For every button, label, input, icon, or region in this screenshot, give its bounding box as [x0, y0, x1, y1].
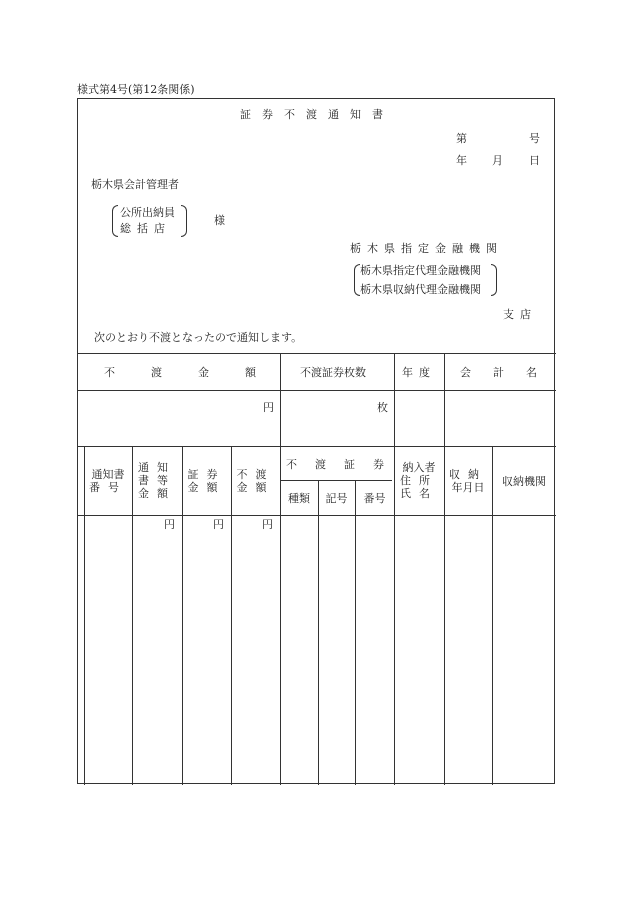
- detail-div-9: [492, 446, 493, 785]
- recipient-bracket-left: [112, 205, 118, 237]
- summary-div-3: [444, 353, 445, 446]
- detail-yen-dishonored: 円: [262, 518, 273, 531]
- header-dishonored-security: 不渡証券: [286, 458, 402, 471]
- sender-bracket-right: [491, 264, 497, 296]
- form-number: 様式第4号(第12条関係): [77, 83, 195, 96]
- recipient-option-1: 公所出納員: [120, 206, 175, 219]
- notice-form: [77, 98, 559, 784]
- header-sub-type: 種類: [288, 492, 310, 505]
- rule-detail-header: [78, 515, 556, 516]
- detail-margin: [84, 446, 85, 785]
- date-year: 年: [456, 154, 467, 167]
- detail-div-6: [355, 480, 356, 785]
- detail-div-2: [182, 446, 183, 785]
- notice-text: 次のとおり不渡となったので通知します。: [94, 331, 303, 344]
- sender-option-1: 栃木県指定代理金融機関: [360, 264, 481, 277]
- header-sub-symbol: 記号: [325, 492, 348, 505]
- branch-label: 支店: [503, 308, 537, 321]
- detail-div-3: [231, 446, 232, 785]
- summary-div-2: [394, 353, 395, 446]
- date-day: 日: [529, 154, 540, 167]
- header-security-amount: 証券 金額: [187, 468, 226, 494]
- sender-main: 栃木県指定金融機関: [350, 242, 503, 255]
- rule-summary-top: [78, 353, 556, 354]
- header-dishonored-amount: 不渡金額: [104, 366, 292, 379]
- header-dishonored-count: 不渡証券枚数: [300, 366, 366, 379]
- header-notice-no: 通知書 番号: [89, 468, 127, 494]
- detail-div-8: [444, 446, 445, 785]
- detail-div-5: [318, 480, 319, 785]
- number-suffix: 号: [529, 132, 540, 145]
- summary-yen: 円: [263, 401, 274, 414]
- rule-summary-header: [78, 390, 556, 391]
- rule-security-split: [280, 480, 392, 481]
- rule-detail-top: [78, 446, 556, 447]
- form-title: 証券不渡通知書: [240, 108, 394, 121]
- header-receipt-date: 収納 年月日: [449, 468, 487, 494]
- detail-yen-notice: 円: [164, 518, 175, 531]
- recipient: 栃木県会計管理者: [91, 178, 179, 191]
- header-notice-amount: 通知 書等 金額: [138, 461, 176, 500]
- header-account-name: 会計名: [460, 366, 559, 379]
- header-receiving-institution: 収納機関: [502, 475, 546, 488]
- sender-option-2: 栃木県収納代理金融機関: [360, 283, 481, 296]
- recipient-option-2: 総括店: [120, 222, 171, 235]
- header-fiscal-year: 年度: [402, 366, 436, 379]
- date-month: 月: [492, 154, 503, 167]
- summary-sheets: 枚: [377, 401, 388, 414]
- header-sub-number: 番号: [363, 492, 386, 505]
- honorific: 様: [214, 214, 225, 227]
- header-payer: 納入者 住所 氏名: [400, 461, 438, 500]
- detail-yen-security: 円: [213, 518, 224, 531]
- recipient-bracket-right: [181, 205, 187, 237]
- number-prefix: 第: [456, 132, 467, 145]
- header-dishonored-amount-detail: 不渡 金額: [236, 468, 275, 494]
